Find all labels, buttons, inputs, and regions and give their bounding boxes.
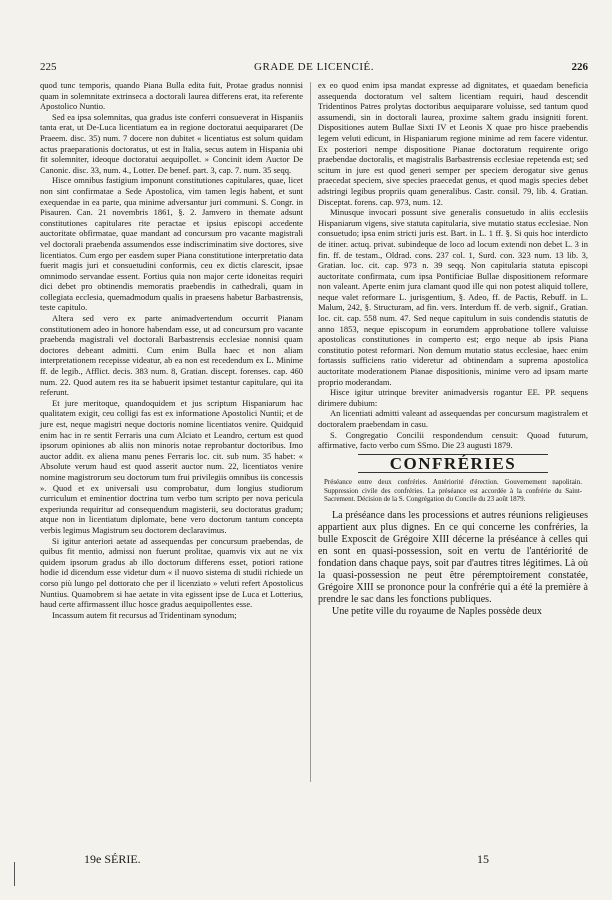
signature-number: 15 xyxy=(477,852,489,866)
paragraph: ex eo quod enim ipsa mandat expresse ad dignitates, et quaedam beneficia assequenda doctoratum vel saltem licentiam requiri, haud descendit Tridentinos Patres prolytas doctoribus aequiparare voluisse, sed tantum quod assumendi, sin in doctorali laurea, proxime saltem gradu insigniti forent. Dispositiones autem Bullae Sixti IV et Leonis X quae pro hisce praebendis legem veluti edicunt, in Hispaniarum regione minime ad rem facere videntur. Ex posteriori nempe dispositione Pianae doctoratum requirente origo praebendae doctoralis, et magistralis Barbastrensis ecclesiae repetenda est; sed scitum in jure est quod generi semper per speciem derogatur sive genus praecedat speciem, sive species praecedat genus, et quod magis species debet adstringi legibus propriis quam generalibus. Castr. consil. 79, lib. 4. Gratian. Disceptat. forens. cap. 973, num. 12. xyxy=(318,80,588,207)
page-number-right: 226 xyxy=(571,61,588,73)
paragraph: An licentiati admitti valeant ad assequendas per concursum magistralem et doctoralem praebendam in casu. xyxy=(318,408,588,429)
paragraph: Incassum autem fit recursus ad Tridentinam synodum; xyxy=(52,609,237,620)
margin-mark xyxy=(14,862,15,886)
running-header xyxy=(40,61,588,75)
paragraph: Minusque invocari possunt sive generalis consuetudo in aliis ecclesiis Hispaniarum vigens, sive statuta capitularia, sive mutatio status ecclesiae. Non consuetudo; ipsa enim stricti juris est. Bart. in L. 1 ff. §. Si quis hoc interdicto de itiner. actuq. privat. subindeque de loco ad locum extendi non debet L. 3 in fin. ff. de testam., Oldrad. cons. 237 col. 1, Surd. con. 323 num. 13 lib. 3, Gratian. loc. cit. cap. 973 n. 39 seqq. Non capitularia statuta episcopi auctoritate confirmata, cum ipsa Pontificiae Bullae dispositionem reformare non valeant. Aperte enim jura clamant quod ille qui non potest aliquid tollere, neque valet reformare L. jurisgentium, §. Adeo, ff. de Pactis, Rebuff. in L. Malum, 242, §. Structuram, ad fin. vers. Interdum ff. de verb. signif., Gratian. loc. cit. cap. 558 num. 47. Sed neque capitulum in suis condendis statutis de anno 1853, neque episcopum in eorumdem approbatione tollere valuisse apostolicas constitutiones in comperto est; ergo neque ab ipsis Piana constitutio potest reformari. Non demum mutatio status ecclesiae, haec enim fortassis sufficiens ratio videretur ad obtinendam a suprema apostolica auctoritate moderationem Pianae dispositionis, minime vero ad ipsam marte proprio moderandam. xyxy=(318,207,588,387)
running-title: GRADE DE LICENCIÉ. xyxy=(254,61,374,73)
paragraph: Sed ea ipsa solemnitas, qua gradus iste conferri consueverat in Hispaniis tanta erat, ut De-Luca licentiatum ea in regione doctoratui aequipararet (De Praeem. disc. 35) num. 7 docere non dubitet « licentiatus est solum quidam actus praeparationis doctoratus, ut est in Italia, secus autem in Hispania ubi fit solemniter, ideoque doctoratui aequipollet. » Concinit idem Auctor De Canonic. disc. 33, num. 4., Lotter. De benef. part. 3, cap. 7. num. 35 seqq. xyxy=(40,111,303,175)
paragraph: Si igitur anteriori aetate ad assequendas per concursum praebendas, de quibus fit mentio, admissi non fuerunt prolitae, quamvis vix aut ne vix quidem ipsorum gradus ab illo doctorum differens esset, potiori ratione hodie id dicendum esse videtur dum « il nuovo sistema di studii richiede un corso più lungo pel dottorato che per il licenziato » veluti refert Apostolicus Nuntius. Quamobrem si hae aetate in vita egissent ipse de Luca et Lotterius, haud certe affirmassent illuc hosce gradus aequipollentes esse. xyxy=(40,535,303,610)
column-divider xyxy=(310,82,311,782)
right-column xyxy=(318,80,588,618)
page-number-left: 225 xyxy=(40,61,57,73)
paragraph: Et jure meritoque, quandoquidem et jus scriptum Hispaniarum hac qualitatem exigit, ceu colligi fas est ex informatione Apostolici Nuntii; et de jure est, neque magistri neque doctoris nomine licentiatos venire. Quidquid enim hac in re sentit Ferraris una cum Alciato et Leandro, certum est quod ipsorum opiniones ab aliis non minoris notae reprobantur doctoribus. Imo auctor addit. ex aliena manu penes Ferraris loc. cit. sub num. 35 habet: « Absolute verum haud est quod asserit auctor num. 22, licentiatos venire nomine magistrorum seu doctorum tum frui privilegiis omnibus iis concessis ». Quod et ex universali usu comprobatur, dum longius studiorum curriculum et eminentior doctrina tum verbo tum scripto per nova pericula experiunda requiritur ad consequendum magisterii, seu doctoratus gradum; atque non in licentiatum diplomate, bene vero doctorum tantum concepta verbis legimus Magistrum seu doctorem declaravimus. xyxy=(40,397,303,535)
section-title: CONFRÉRIES xyxy=(389,453,517,473)
paragraph: S. Congregatio Concilii respondendum censuit: Quoad futurum, affirmative, facto verbo cum SSmo. Die 23 augusti 1879. xyxy=(318,429,588,451)
paragraph: Altera sed vero ex parte animadvertendum occurrit Pianam constitutionem adeo in honore habendam esse, ut ad concursum pro vacante praebenda magistrali vel doctorali Barbastrensis ecclesiae nonnisi quam doctores debeant admitti. Cum enim Bulla haec et non aliam interpretationem recepisse videatur, ab ea non est recedendum ex L. Minime ff. de legib., Afflict. decis. 383 num. 8, Gratian. discept. forenses. cap. 460 num. 22. Quod autem res ita se habuerit ipsimet testantur capitulare, qui ita referunt. xyxy=(40,313,303,398)
series-mark: 19e SÉRIE. xyxy=(84,852,141,866)
paragraph: La préséance dans les processions et autres réunions religieuses appartient aux plus dignes. En ce qui concerne les confréries, la bulle Exposcit de Grégoire XIII décerne la préséance à celles qui en sont en quasi-possession, soit en vertu de l'antériorité de fondation dans chaque pays, soit par d'autres titres légitimes. Là où la quasi-possession ne peut être péremptoirement constatée, Grégoire XIII se prononce pour la confrérie qui a été la première à prendre le sac dans les fonctions publiques. xyxy=(318,509,588,605)
left-column xyxy=(40,80,303,620)
paragraph: quod tunc temporis, quando Piana Bulla edita fuit, Protae gradus nonnisi quam in solemnitate extrinseca a doctorali laurea differens erat, ita referente Apostolico Nuntio. xyxy=(40,80,303,112)
paragraph: Une petite ville du royaume de Naples possède deux xyxy=(332,605,542,617)
paragraph: Hisce igitur utrinque breviter animadversis rogantur EE. PP. sequens dirimere dubium: xyxy=(318,387,588,408)
section-body xyxy=(318,510,588,618)
paragraph: Hisce omnibus fastigium imponunt constitutiones capitulares, quae, licet non sint confirmatae a Sede Apostolica, vim tamen legis habent, et sunt exequendae in ea parte, qua minime adversantur juri communi. S. Congr. in Pisauren. Can. 21 novembris 1861, §. 2. Jamvero in themate adsunt constitutiones capitulares rite peractae et ipsius episcopi accedente auctoritate obfirmatae, quae mandant ad concursum pro vacante magistrali vel doctorali praebenda assumendos esse indiscriminatim sive doctores, sive licentiatos. Cum ergo per easdem super Piana constitutione interpretatio data fuerit magis juri et consuetudini conformis, ceu ex dictis clarescit, ipsae omnimodo servandae essent. Fortius quia non major certe idoneitas requiri dici debet pro obtinendis memoratis praebendis in cathedrali, quam in collegiata ecclesia, quemadmodum qualis in praesens habetur Barbastrensis, teste capitulo. xyxy=(40,175,303,313)
page-footer xyxy=(40,852,588,868)
section-summary: Préséance entre deux confréries. Antériorité d'érection. Gouvernement napolitain. Suppression civile des confréries. La préséance est accordée à la confrérie du Saint-Sacrement. Décision de la S. Congrégation du Concile du 23 août 1879. xyxy=(324,478,582,504)
